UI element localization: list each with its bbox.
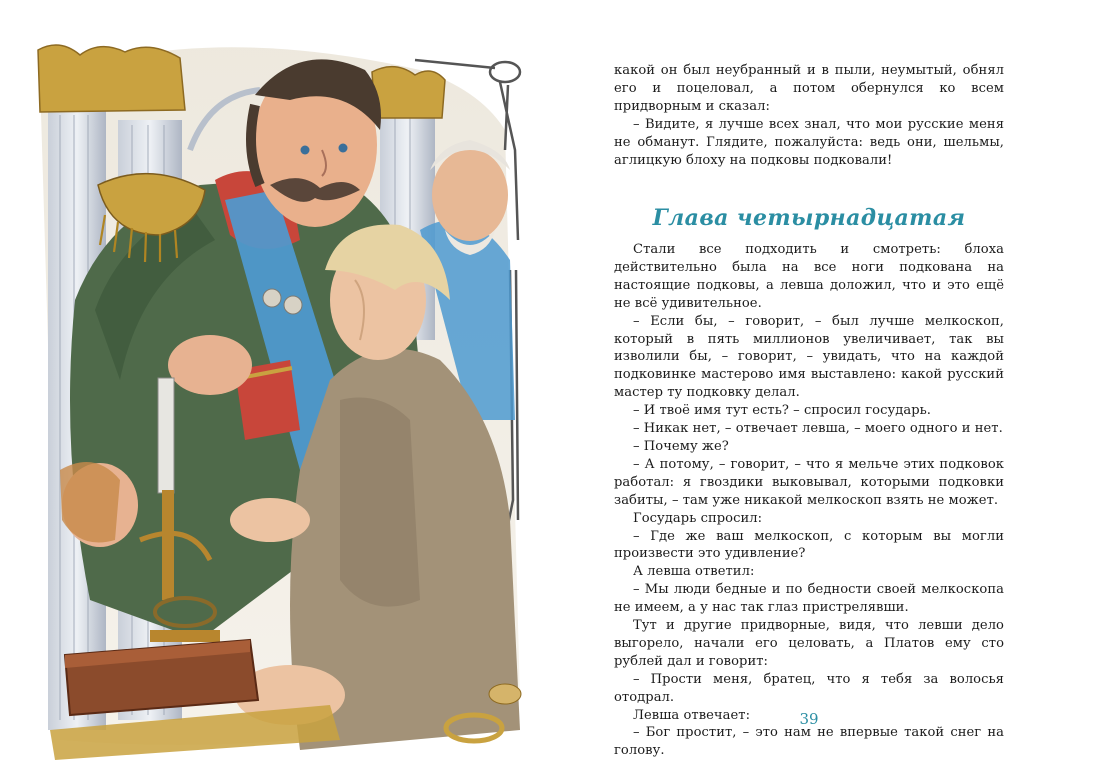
- paragraph: – Если бы, – говорит, – был лучше мелкоскоп, который в пять миллионов увеличивает, так вы изволили бы, – говорит, – увидать, что на каждой подковинке мастерово имя выставлено: какой русский мастер ту подковку делал.: [614, 313, 1004, 401]
- page-number: 39: [799, 710, 819, 728]
- paragraph: – Видите, я лучше всех знал, что мои русские меня не обманут. Глядите, пожалуйста: ведь они, шельмы, аглицкую блоху на подковы подковали!: [614, 116, 1004, 168]
- text-block-main: [614, 241, 1004, 760]
- illustration-emperor-and-lefty-icon: [0, 0, 545, 783]
- paragraph: – Бог простит, – это нам не впервые такой снег на голову.: [614, 725, 1004, 759]
- paragraph: – И твоё имя тут есть? – спросил государь.: [633, 403, 932, 419]
- paragraph: какой он был неубранный и в пыли, неумытый, обнял его и поцеловал, а потом обернулся ко всем придворным и сказал:: [614, 63, 1004, 114]
- column-capital-left: [38, 45, 185, 112]
- paragraph: Левша отвечает:: [633, 707, 751, 723]
- text-block-top: [614, 62, 1004, 169]
- paragraph: – Никак нет, – отвечает левша, – моего одного и нет.: [633, 421, 1003, 437]
- paragraph: – Прости меня, братец, что я тебя за волосья отодрал.: [614, 671, 1004, 705]
- paragraph: Государь спросил:: [633, 510, 763, 526]
- paragraph: – Где же ваш мелкоскоп, с которым вы могли произвести это удивление?: [614, 528, 1004, 562]
- paragraph: – Почему же?: [633, 438, 729, 454]
- paragraph: – А потому, – говорит, – что я мельче этих подковок работал: я гвоздики выковывал, которыми подковки забиты, – там уже никакой мелкоскоп взять не может.: [614, 456, 1004, 508]
- text-page: [614, 62, 1004, 762]
- paragraph: Стали все подходить и смотреть: блоха действительно была на все ноги подкована на настоящие подковы, а левша доложил, что и это ещё не всё удивительное.: [614, 242, 1004, 311]
- paragraph: Тут и другие придворные, видя, что левши дело выгорело, начали его целовать, а Платов ему сто рублей дал и говорит:: [614, 618, 1004, 669]
- paragraph: – Мы люди бедные и по бедности своей мелкоскопа не имеем, а у нас так глаз пристрелявши.: [614, 582, 1004, 616]
- paragraph: А левша ответил:: [633, 564, 755, 580]
- illustration: [0, 0, 545, 783]
- column-capital-right: [372, 67, 445, 118]
- chapter-title: Глава четырнадцатая: [652, 205, 966, 231]
- small-object: [489, 684, 521, 704]
